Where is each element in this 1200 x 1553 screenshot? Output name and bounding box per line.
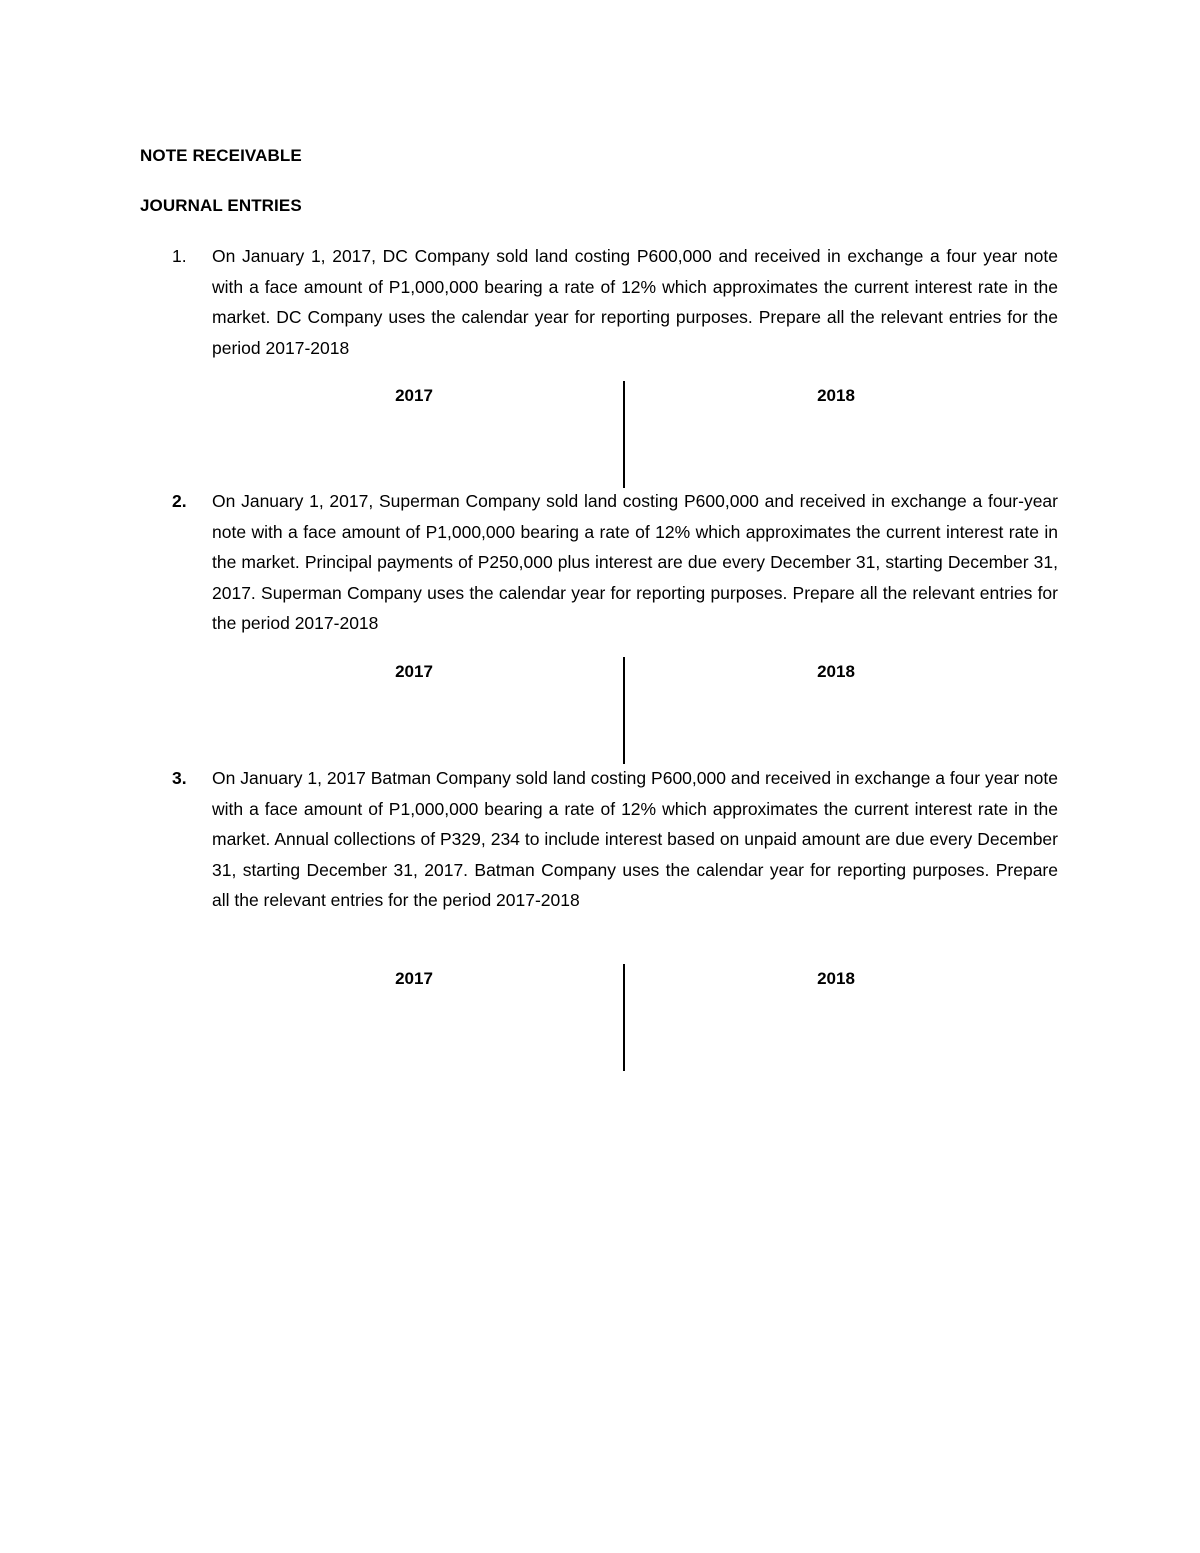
year-label-right: 2018 (817, 969, 855, 988)
document-subtitle: JOURNAL ENTRIES (140, 196, 302, 215)
year-label-left: 2017 (395, 969, 433, 988)
problem-text: On January 1, 2017, Superman Company sold land costing P600,000 and received in exchange a four-year note with a face amount of P1,000,000 bearing a rate of 12% which approximates the current interest rate in the market. Principal payments of P250,000 plus interest are due every December 31, starting December 31, 2017. Superman Company uses the calendar year for reporting purposes. Prepare all the relevant entries for the period 2017-2018 (212, 491, 1058, 633)
t-chart-divider (623, 964, 625, 1071)
year-label-left: 2017 (395, 662, 433, 681)
t-account-chart (140, 657, 1058, 767)
t-account-chart (140, 964, 1058, 1074)
t-chart-divider (623, 381, 625, 488)
problem-number: 2. (172, 491, 187, 511)
year-label-right: 2018 (817, 662, 855, 681)
problem-text: On January 1, 2017 Batman Company sold land costing P600,000 and received in exchange a four year note with a face amount of P1,000,000 bearing a rate of 12% which approximates the current interest rate in the market. Annual collections of P329, 234 to include interest based on unpaid amount are due every December 31, starting December 31, 2017. Batman Company uses the calendar year for reporting purposes. Prepare all the relevant entries for the period 2017-2018 (212, 768, 1058, 910)
problem-number: 3. (172, 768, 187, 788)
t-account-chart (140, 381, 1058, 491)
document-title: NOTE RECEIVABLE (140, 146, 302, 165)
problem-text: On January 1, 2017, DC Company sold land costing P600,000 and received in exchange a four year note with a face amount of P1,000,000 bearing a rate of 12% which approximates the current interest rate in the market. DC Company uses the calendar year for reporting purposes. Prepare all the relevant entries for the period 2017-2018 (212, 246, 1058, 358)
t-chart-divider (623, 657, 625, 764)
year-label-left: 2017 (395, 386, 433, 405)
year-label-right: 2018 (817, 386, 855, 405)
problem-number: 1. (172, 246, 187, 266)
